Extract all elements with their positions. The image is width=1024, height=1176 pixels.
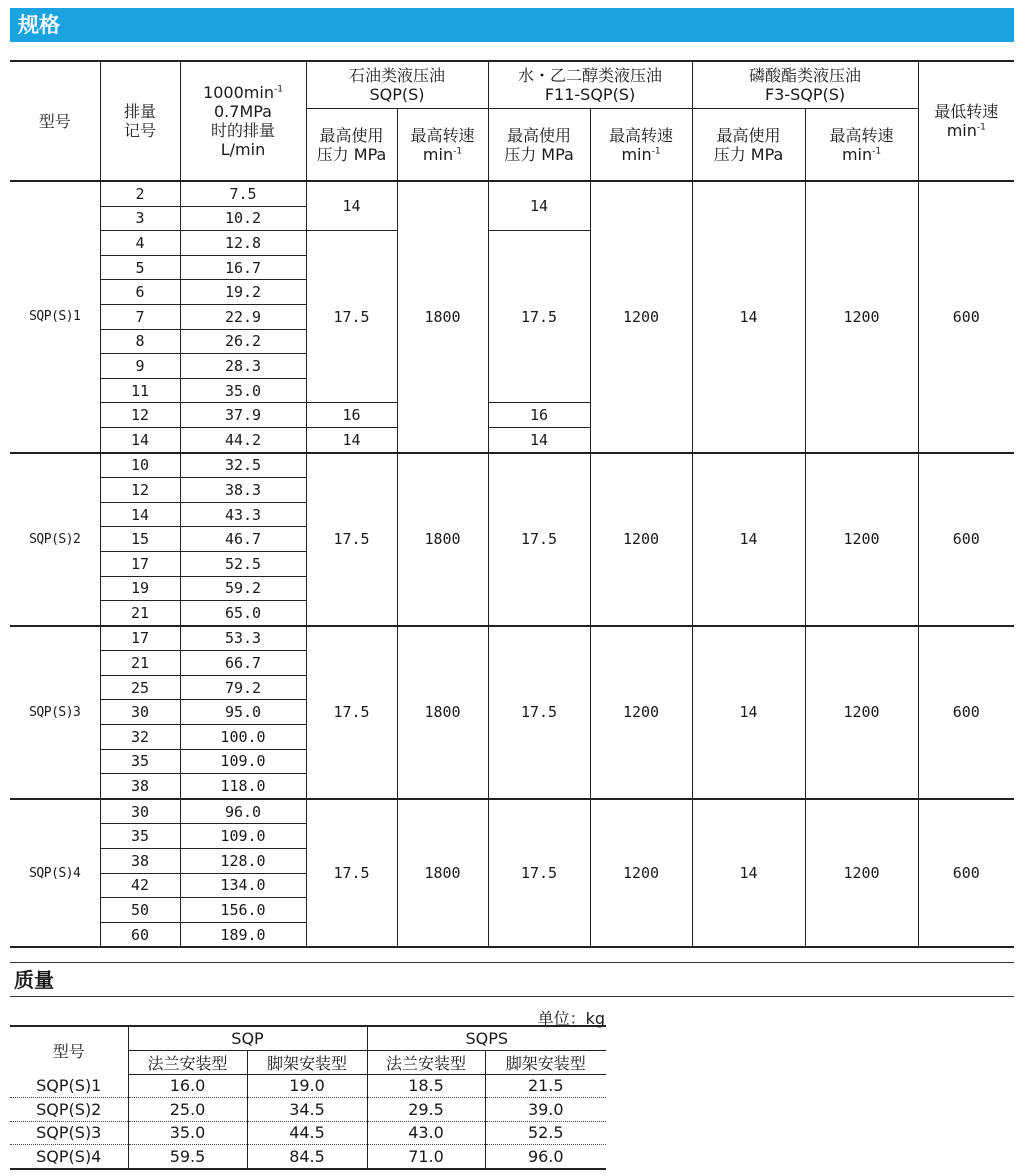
flow-cell: 65.0 [180,601,306,626]
mass-value-cell: 34.5 [247,1098,367,1122]
mass-model-cell: SQP(S)3 [10,1121,128,1145]
code-cell: 8 [100,329,180,354]
code-cell: 14 [100,427,180,452]
code-cell: 19 [100,576,180,601]
flow-cell: 189.0 [180,922,306,947]
code-cell: 21 [100,651,180,676]
wg-pressure-cell: 17.5 [488,626,590,799]
mass-value-cell: 21.5 [485,1074,606,1098]
flow-cell: 16.7 [180,255,306,280]
wg-speed-cell: 1200 [590,799,692,948]
flow-cell: 44.2 [180,427,306,452]
header-pet-max-speed: 最高转速 $\min^{-1}$ [397,109,488,182]
mass-header-sqp-flange: 法兰安装型 [128,1050,247,1074]
ph-pressure-cell: 14 [692,181,805,453]
spec-table [10,60,1014,948]
header-disp-code: 排量记号 [100,61,180,181]
flow-cell: 79.2 [180,675,306,700]
mass-value-cell: 25.0 [128,1098,247,1122]
mass-section-title: 质量 [14,968,54,992]
flow-cell: 96.0 [180,799,306,824]
pet-pressure-cell: 16 [306,403,397,428]
wg-speed-cell: 1200 [590,453,692,626]
code-cell: 5 [100,255,180,280]
wg-pressure-cell: 14 [488,181,590,231]
flow-cell: 7.5 [180,181,306,206]
pet-pressure-cell: 17.5 [306,453,397,626]
flow-cell: 109.0 [180,749,306,774]
mass-value-cell: 52.5 [485,1121,606,1145]
flow-cell: 22.9 [180,304,306,329]
code-cell: 42 [100,873,180,898]
code-cell: 21 [100,601,180,626]
mass-value-cell: 96.0 [485,1145,606,1169]
mass-model-cell: SQP(S)4 [10,1145,128,1169]
pet-speed-cell: 1800 [397,799,488,948]
pet-pressure-cell: 17.5 [306,231,397,403]
code-cell: 15 [100,527,180,552]
mass-value-cell: 29.5 [367,1098,485,1122]
code-cell: 2 [100,181,180,206]
code-cell: 6 [100,280,180,305]
code-cell: 12 [100,403,180,428]
mass-value-cell: 71.0 [367,1145,485,1169]
ph-speed-cell: 1200 [805,453,918,626]
spec-section-title: 规格 [10,8,1014,42]
mass-header-sqps-flange: 法兰安装型 [367,1050,485,1074]
header-wg-max-speed: 最高转速 $\min^{-1}$ [590,109,692,182]
model-cell: SQP(S)2 [10,453,100,626]
mass-section-rule-top [10,962,1014,963]
flow-cell: 38.3 [180,478,306,503]
code-cell: 30 [100,700,180,725]
flow-cell: 28.3 [180,354,306,379]
code-cell: 35 [100,749,180,774]
wg-pressure-cell: 14 [488,427,590,452]
ph-speed-cell: 1200 [805,181,918,453]
flow-cell: 37.9 [180,403,306,428]
header-ph-max-pressure: 最高使用 压力 MPa [692,109,805,182]
mass-model-cell: SQP(S)1 [10,1074,128,1098]
code-cell: 32 [100,725,180,750]
mass-value-cell: 35.0 [128,1121,247,1145]
min-speed-cell: 600 [918,453,1014,626]
flow-cell: 134.0 [180,873,306,898]
mass-header-model: 型号 [10,1026,128,1074]
flow-cell: 66.7 [180,651,306,676]
mass-header-sqps-foot: 脚架安装型 [485,1050,606,1074]
header-phosphate: 磷酸酯类液压油 F3-SQP(S) [692,61,918,109]
model-cell: SQP(S)3 [10,626,100,799]
wg-pressure-cell: 17.5 [488,799,590,948]
table-row [10,1074,606,1098]
table-row [10,1098,606,1122]
mass-value-cell: 18.5 [367,1074,485,1098]
flow-cell: 118.0 [180,774,306,799]
code-cell: 4 [100,231,180,256]
pet-pressure-cell: 14 [306,427,397,452]
flow-cell: 109.0 [180,824,306,849]
flow-cell: 26.2 [180,329,306,354]
wg-pressure-cell: 17.5 [488,453,590,626]
header-pet-max-pressure: 最高使用 压力 MPa [306,109,397,182]
flow-cell: 59.2 [180,576,306,601]
header-water-glycol: 水・乙二醇类液压油 F11-SQP(S) [488,61,692,109]
mass-header-sqp-foot: 脚架安装型 [247,1050,367,1074]
flow-cell: 32.5 [180,453,306,478]
code-cell: 17 [100,626,180,651]
flow-cell: 95.0 [180,700,306,725]
header-model: 型号 [10,61,100,181]
min-speed-cell: 600 [918,626,1014,799]
flow-cell: 12.8 [180,231,306,256]
pet-pressure-cell: 17.5 [306,626,397,799]
mass-section-rule-bottom [10,996,1014,997]
ph-pressure-cell: 14 [692,799,805,948]
flow-cell: 156.0 [180,898,306,923]
code-cell: 10 [100,453,180,478]
mass-value-cell: 84.5 [247,1145,367,1169]
pet-pressure-cell: 14 [306,181,397,231]
mass-model-cell: SQP(S)2 [10,1098,128,1122]
flow-cell: 100.0 [180,725,306,750]
ph-speed-cell: 1200 [805,799,918,948]
header-min-speed: 最低转速 $\min^{-1}$ [918,61,1014,181]
code-cell: 50 [100,898,180,923]
mass-value-cell: 44.5 [247,1121,367,1145]
mass-table [10,1025,606,1170]
header-ph-max-speed: 最高转速 $\min^{-1}$ [805,109,918,182]
table-row [10,1121,606,1145]
flow-cell: 35.0 [180,378,306,403]
code-cell: 17 [100,551,180,576]
mass-value-cell: 59.5 [128,1145,247,1169]
flow-cell: 53.3 [180,626,306,651]
pet-pressure-cell: 17.5 [306,799,397,948]
header-petroleum: 石油类液压油 SQP(S) [306,61,488,109]
ph-speed-cell: 1200 [805,626,918,799]
flow-cell: 46.7 [180,527,306,552]
pet-speed-cell: 1800 [397,626,488,799]
flow-cell: 19.2 [180,280,306,305]
code-cell: 11 [100,378,180,403]
header-disp-flow: $1000\min^{-1}$ 0.7MPa 时的排量 L/min [180,61,306,181]
code-cell: 30 [100,799,180,824]
pet-speed-cell: 1800 [397,453,488,626]
model-cell: SQP(S)1 [10,181,100,453]
table-row [10,1145,606,1169]
wg-pressure-cell: 17.5 [488,231,590,403]
flow-cell: 128.0 [180,849,306,874]
code-cell: 9 [100,354,180,379]
model-cell: SQP(S)4 [10,799,100,948]
wg-speed-cell: 1200 [590,626,692,799]
code-cell: 7 [100,304,180,329]
flow-cell: 10.2 [180,206,306,231]
ph-pressure-cell: 14 [692,626,805,799]
flow-cell: 43.3 [180,502,306,527]
code-cell: 12 [100,478,180,503]
mass-value-cell: 19.0 [247,1074,367,1098]
code-cell: 60 [100,922,180,947]
code-cell: 3 [100,206,180,231]
flow-cell: 52.5 [180,551,306,576]
wg-speed-cell: 1200 [590,181,692,453]
code-cell: 25 [100,675,180,700]
wg-pressure-cell: 16 [488,403,590,428]
header-wg-max-pressure: 最高使用 压力 MPa [488,109,590,182]
mass-value-cell: 39.0 [485,1098,606,1122]
min-speed-cell: 600 [918,181,1014,453]
ph-pressure-cell: 14 [692,453,805,626]
code-cell: 38 [100,774,180,799]
unit-label: 单位：kg [537,1009,605,1028]
min-speed-cell: 600 [918,799,1014,948]
code-cell: 38 [100,849,180,874]
mass-value-cell: 43.0 [367,1121,485,1145]
mass-header-sqp: SQP [128,1026,367,1050]
mass-value-cell: 16.0 [128,1074,247,1098]
mass-header-sqps: SQPS [367,1026,606,1050]
code-cell: 14 [100,502,180,527]
pet-speed-cell: 1800 [397,181,488,453]
code-cell: 35 [100,824,180,849]
